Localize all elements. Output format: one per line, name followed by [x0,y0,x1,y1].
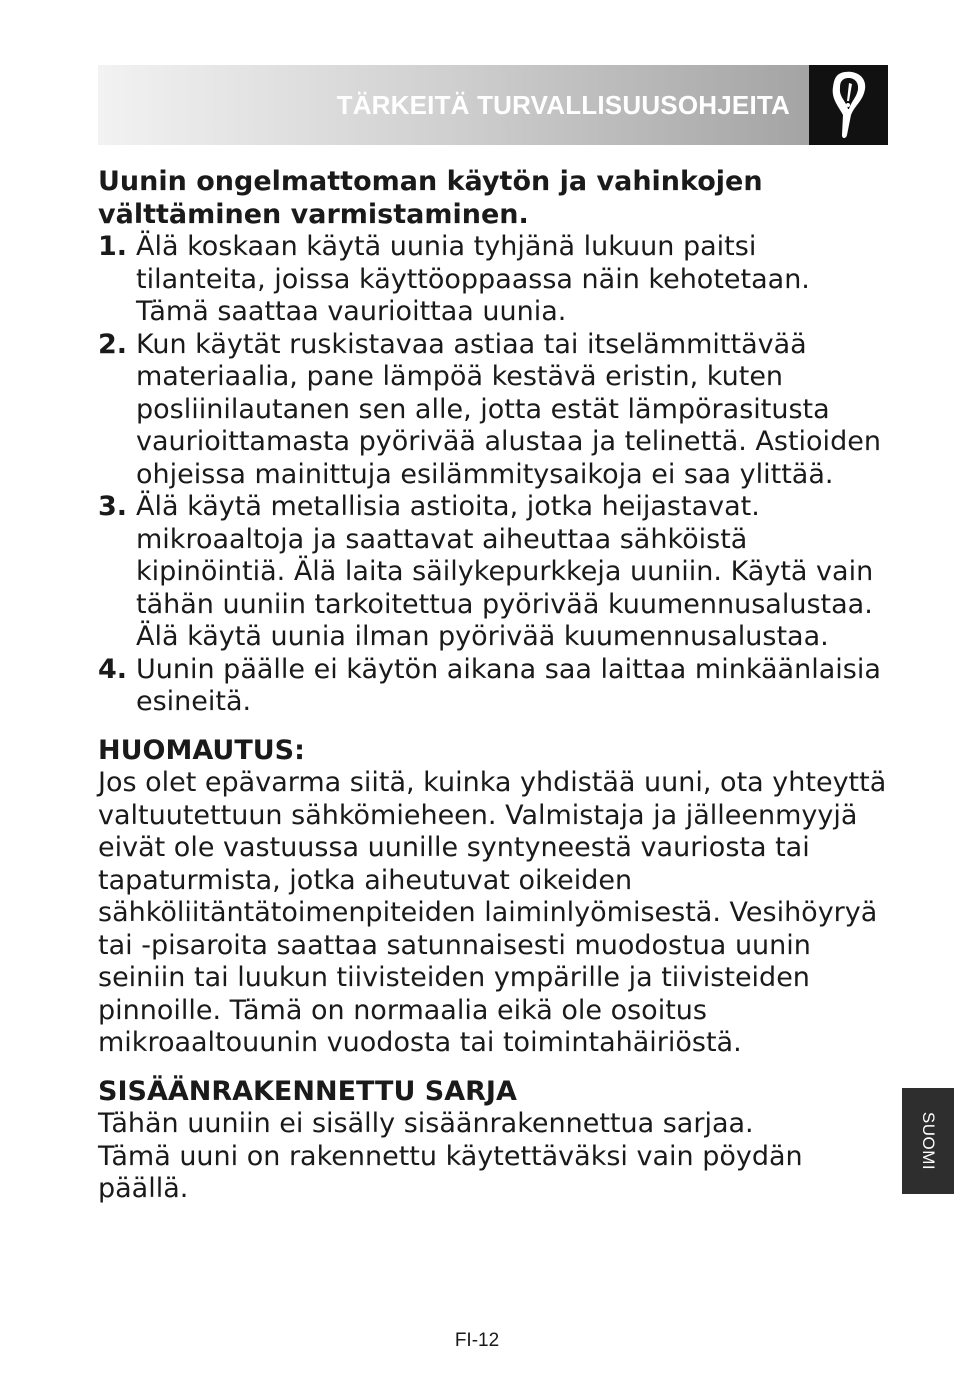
list-item-text: Älä koskaan käytä uunia tyhjänä lukuun paitsi tilanteita, joissa käyttöoppaassa näin kehotetaan. Tämä saattaa vaurioittaa uunia. [136,231,810,327]
list-item-text: Älä käytä metallisia astioita, jotka heijastavat. mikroaaltoja ja saattavat aiheuttaa sähköistä kipinöintiä. Älä laita säilykepurkkeja uuniin. Käytä vain tähän uuniin tarkoitettua pyörivää kuumennusalustaa. Älä käytä uunia ilman pyörivää kuumennusalustaa. [136,491,874,652]
list-item-number: 2. [98,328,128,360]
warning-exclamation-icon [827,69,871,141]
section-title: TÄRKEITÄ TURVALLISUUSOHJEITA [336,90,790,120]
safety-list [98,231,888,719]
list-item-text: Kun käytät ruskistavaa astiaa tai itselämmittävää materiaalia, pane lämpöä kestävä eristin, kuten posliinilautanen sen alle, jotta estät lämpörasitusta vaurioittamasta pyörivää alustaa ja telinettä. Astioiden ohjeissa mainittuja esilämmitysaikoja ei saa ylittää. [136,328,881,490]
builtin-heading: SISÄÄNRAKENNETTU SARJA [98,1075,517,1107]
builtin-line-2: Tämä uuni on rakennettu käytettäväksi vain pöydän päällä. [98,1140,803,1204]
list-item-text: Uunin päälle ei käytön aikana saa laittaa minkäänlaisia esineitä. [136,653,881,717]
list-item-number: 1. [98,231,128,262]
list-item-number: 3. [98,491,128,522]
list-item [98,329,888,492]
note-heading: HUOMAUTUS: [98,734,305,766]
language-tab-label: SUOMI [919,1111,938,1171]
note-text: Jos olet epävarma siitä, kuinka yhdistää uuni, ota yhteyttä valtuutettuun sähkömieheen. Valmistaja ja jälleenmyyjä eivät ole vastuussa uunille syntyneestä vauriosta tai tapaturmista, jotka aiheutuvat oikeiden sähköliitäntätoimenpiteiden laiminlyömisestä. Vesihöyryä tai -pisaroita saattaa satunnaisesti muodostua uunin seiniin tai luukun tiivisteiden ympärille ja tiivisteiden pinnoille. Tämä on normaalia eikä ole osoitus mikroaaltouunin vuodosta tai toimintahäiriöstä. [98,767,887,1058]
list-item [98,491,888,654]
page-number: FI-12 [454,1330,500,1351]
section-header [98,65,888,145]
intro-heading: Uunin ongelmattoman käytön ja vahinkojen välttäminen varmistaminen. [98,166,763,230]
warning-icon-box [809,65,888,145]
list-item-number: 4. [98,653,128,685]
list-item [98,654,888,719]
document-body [98,166,888,1206]
list-item [98,231,888,329]
language-tab [902,1088,954,1194]
builtin-line-1: Tähän uuniin ei sisälly sisäänrakennettua sarjaa. [98,1108,754,1139]
